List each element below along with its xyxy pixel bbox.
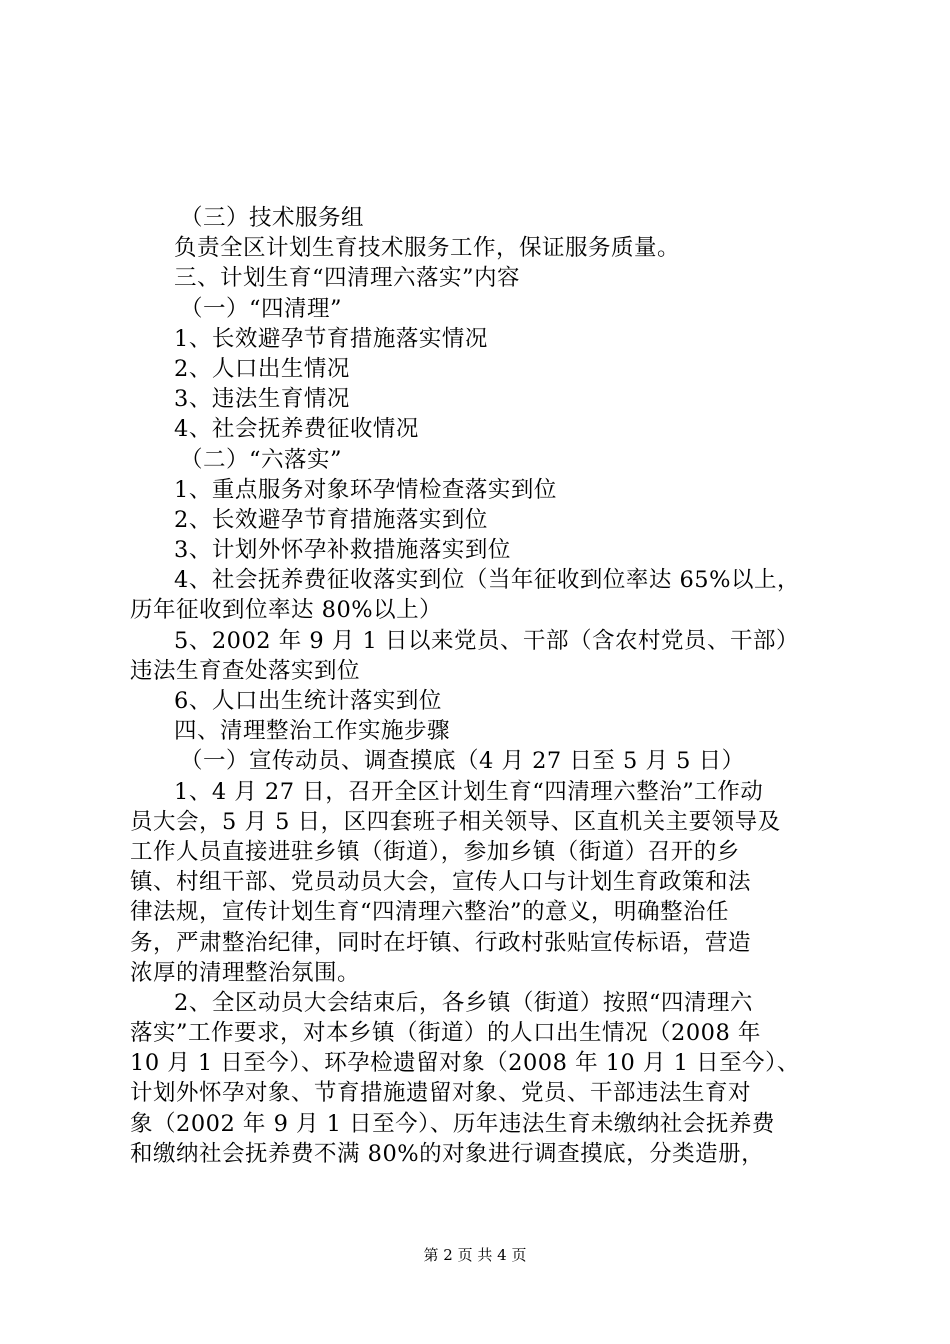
section-heading: （二）“六落实” [180,446,343,473]
paragraph-line: 1、4 月 27 日，召开全区计划生育“四清理六整治”工作动 [174,778,764,805]
list-item: 5、2002 年 9 月 1 日以来党员、干部（含农村党员、干部） [174,627,799,654]
paragraph-line: 2、全区动员大会结束后，各乡镇（街道）按照“四清理六 [174,989,753,1016]
paragraph-line: 10 月 1 日至今）、环孕检遗留对象（2008 年 10 月 1 日至今）、 [130,1050,800,1077]
list-item: 4、社会抚养费征收落实到位（当年征收到位率达 65%以上， [174,567,800,594]
section-heading: （一）“四清理” [180,295,343,322]
paragraph-line: 浓厚的清理整治氛围。 [130,959,361,986]
list-item: 4、社会抚养费征收情况 [174,416,419,443]
section-heading: （三）技术服务组 [180,205,365,231]
list-item: 2、人口出生情况 [174,355,350,382]
paragraph-line: 落实”工作要求，对本乡镇（街道）的人口出生情况（2008 年 [130,1020,761,1047]
paragraph-line: 员大会，5 月 5 日，区四套班子相关领导、区直机关主要领导及 [130,808,781,835]
list-item: 6、人口出生统计落实到位 [174,688,442,714]
paragraph-line: 工作人员直接进驻乡镇（街道），参加乡镇（街道）召开的乡 [130,838,740,865]
paragraph-line: 历年征收到位率达 80%以上） [130,597,443,624]
list-item: 1、长效避孕节育措施落实情况 [174,325,488,352]
list-item: 1、重点服务对象环孕情检查落实到位 [174,476,557,503]
paragraph-line: 负责全区计划生育技术服务工作，保证服务质量。 [174,235,681,262]
paragraph-line: 和缴纳社会抚养费不满 80%的对象进行调查摸底，分类造册， [130,1140,765,1167]
section-heading: 四、清理整治工作实施步骤 [174,718,451,745]
list-item: 2、长效避孕节育措施落实到位 [174,506,488,533]
list-item: 3、计划外怀孕补救措施落实到位 [174,537,511,564]
document-body [130,203,830,1169]
paragraph-line: 律法规，宣传计划生育“四清理六整治”的意义，明确整治任 [130,899,730,926]
paragraph-line: 计划外怀孕对象、节育措施遗留对象、党员、干部违法生育对 [130,1080,752,1107]
paragraph-line: 务，严肃整治纪律，同时在圩镇、行政村张贴宣传标语，营造 [130,929,752,956]
page-footer: 第 2 页 共 4 页 [423,1246,527,1264]
section-heading: （一）宣传动员、调查摸底（4 月 27 日至 5 月 5 日） [180,748,745,775]
list-item: 3、违法生育情况 [174,386,350,413]
paragraph-line: 象（2002 年 9 月 1 日至今）、历年违法生育未缴纳社会抚养费 [130,1110,775,1137]
paragraph-line: 违法生育查处落实到位 [130,657,361,684]
section-heading: 三、计划生育“四清理六落实”内容 [174,265,521,292]
paragraph-line: 镇、村组干部、党员动员大会，宣传人口与计划生育政策和法 [130,869,752,896]
